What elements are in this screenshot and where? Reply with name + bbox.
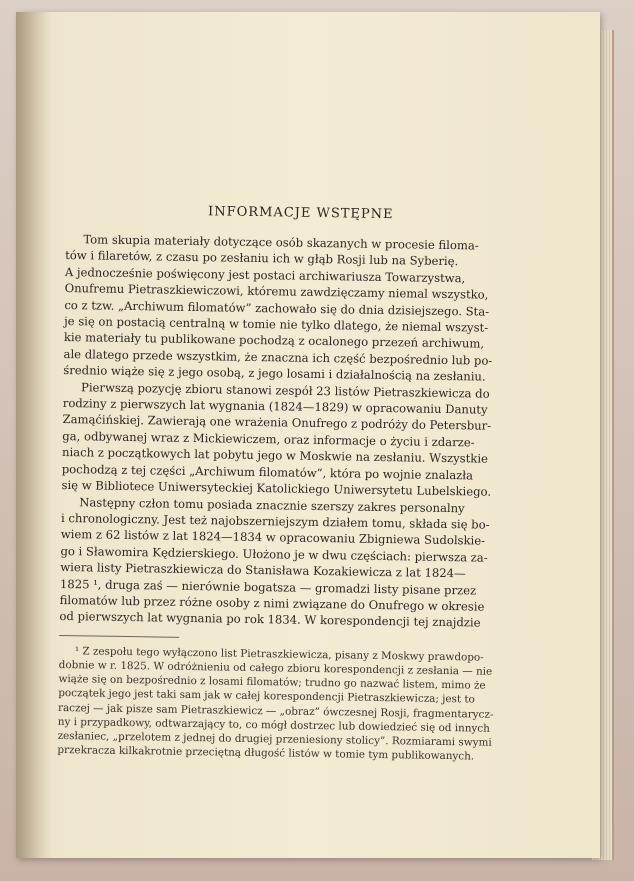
body-line: się w Bibliotece Uniwersyteckiej Katolickiego Uniwersytetu Lubelskiego. [61,478,492,499]
body-line: Zamąćińskiej. Zawierają one wrażenia Onufrego z podróży do Petersbur- [62,412,492,434]
body-line: i chronologiczny. Jest też najobszerniejszym działem tomu, składa się bo- [60,510,490,532]
body-line: Tom skupia materiały dotyczące osób skazanych w procesie filoma- [83,232,479,253]
body-line: kie materiały tu publikowane pochodzą z ocalonego przezeń archiwum, [63,330,485,352]
body-line: od pierwszych lat wygnania po rok 1834. W korespondencji tej znajdzie [59,609,481,630]
footnote-line: raczej — jak pisze sam Pietraszkiewicz — „obraz” ówczesnej Rosji, fragmentarycz- [57,701,494,721]
footnote-line: wiąże się on bezpośrednio z losami filomatów; trudno go nazwać listem, mimo że [58,673,486,692]
footnote-line: początek jego jest taki sam jak w całej korespondencji Pietraszkiewicza; jest to [58,687,475,706]
footnote-divider [59,635,179,638]
body-line: filomatów lub przez różne osoby z nimi związane do Onufrego w okresie [59,592,485,614]
body-line: go i Sławomira Kędzierskiego. Ułożono je w dwu częściach: pierwsza za- [60,543,488,565]
body-line: średnio wiąże się z jego osobą, z jego losami i działalnością na zesłaniu. [63,363,486,384]
footnote-line: ny i przypadkowy, odtwarzający to, co mógł dostrzec lub dowiedzieć się od innych [57,715,490,735]
page-content [57,202,536,765]
footnote-line: ¹ Z zespołu tego wyłączono list Pietraszkiewicza, pisany z Moskwy prawdopo- [74,644,484,664]
body-line: co z tzw. „Archiwum filomatów” zachowało się do dnia dzisiejszego. Sta- [64,297,490,319]
body-line: wiem z 62 listów z lat 1824—1834 w opracowaniu Zbigniewa Sudolskie- [60,527,486,548]
body-line: Onufremu Pietraszkiewiczowi, któremu zawdzięczamy niemal wszystko, [64,281,489,302]
body-line: je się on postacią centralną w tomie nie tylko dlatego, że niemal wszyst- [64,314,489,335]
body-line: ale dlatego przede wszystkim, że znaczna ich część bezpośrednio lub po- [63,346,493,368]
footnote [57,644,529,765]
footnote-line: zesłaniec, „przelotem z jednej do drugiej przeniesiony stolicy”. Rozmiarami swymi [57,729,492,749]
body-line: rodziny z pierwszych lat wygnania (1824—1829) w opracowaniu Danuty [62,396,488,417]
body-line: tów i filaretów, z czasu po zesłaniu ich w głąb Rosji lub na Syberię. [65,248,459,269]
section-heading: INFORMACJE WSTĘPNE [207,204,394,223]
body-line: Pierwszą pozycję zbioru stanowi zespół 23 listów Pietraszkiewicza do [80,379,490,401]
body-text [59,231,535,632]
body-line: wiera listy Pietraszkiewicza do Stanisława Kozakiewicza z lat 1824— [60,560,466,581]
body-line: ga, odbywanej wraz z Mickiewiczem, oraz informacje o życiu i zdarze- [62,428,475,450]
body-line: 1825 ¹, druga zaś — nierównie bogatsza — gromadzi listy pisane przez [59,576,477,598]
body-line: A jednocześnie poświęcony jest postaci archiwariusza Towarzystwa, [64,264,466,286]
footnote-line: przekracza kilkakrotnie przeciętną długość listów w tomie tym publikowanych. [57,744,475,763]
body-line: pochodzą z tej części „Archiwum filomatów”, która po wojnie znalazła [61,461,474,483]
body-line: niach z początkowych lat pobytu jego w Moskwie na zesłaniu. Wszystkie [61,445,489,466]
footnote-line: dobnie w r. 1825. W odróżnieniu od całego zbioru korespondencji z zesłania — nie [58,658,493,678]
body-line: Następny człon tomu posiada znacznie szerszy zakres personalny [79,494,465,515]
book-page [16,12,600,858]
spine-shadow [16,12,52,858]
